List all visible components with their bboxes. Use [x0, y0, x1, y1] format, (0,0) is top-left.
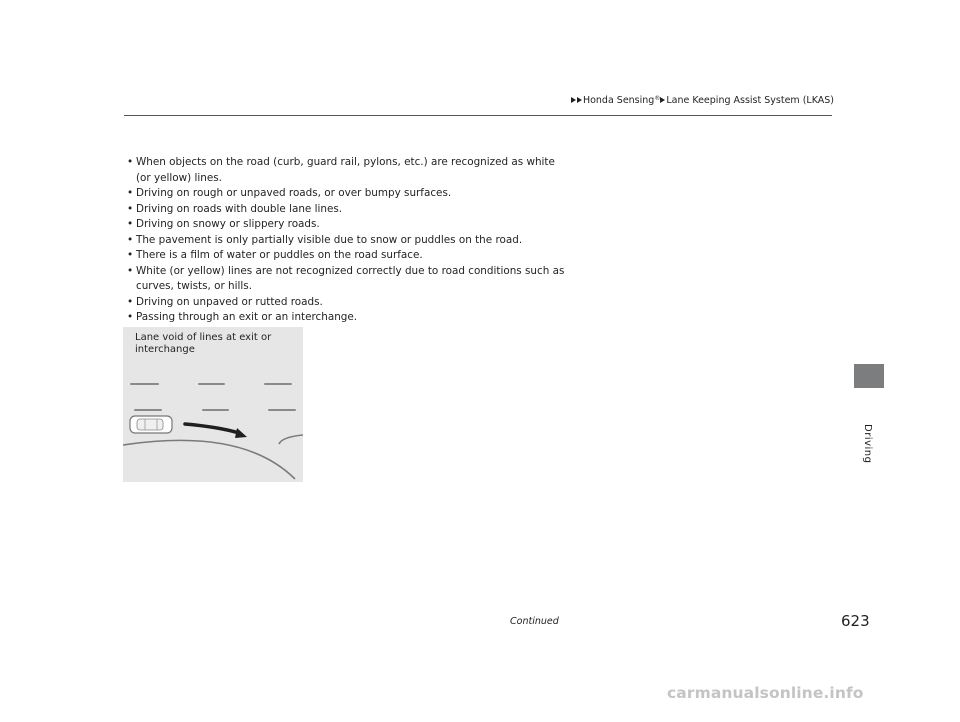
bullet-list [126, 155, 566, 326]
list-item: • The pavement is only partially visible due to snow or puddles on the road. [126, 233, 566, 249]
list-item: • Driving on rough or unpaved roads, or over bumpy surfaces. [126, 186, 566, 202]
breadcrumb [571, 95, 834, 106]
chapter-label: Driving [862, 424, 873, 464]
exit-ramp-edge [123, 440, 295, 479]
continued-label: Continued [510, 616, 559, 627]
list-item: • Driving on roads with double lane lines. [126, 202, 566, 218]
page-number: 623 [841, 612, 870, 630]
path-arrow [185, 424, 239, 433]
list-item: • There is a film of water or puddles on the road surface. [126, 248, 566, 264]
gore-edge [279, 435, 303, 444]
list-item: • When objects on the road (curb, guard rail, pylons, etc.) are recognized as white (or yellow) lines. [126, 155, 566, 186]
figure-caption: Lane void of lines at exit or interchange [135, 332, 272, 355]
lane-illustration [123, 327, 303, 482]
list-item: • Driving on unpaved or rutted roads. [126, 295, 566, 311]
chapter-tab [854, 364, 884, 388]
list-item: • Driving on snowy or slippery roads. [126, 217, 566, 233]
arrowhead-icon [235, 428, 247, 438]
watermark: carmanualsonline.info [667, 684, 864, 702]
list-item: • White (or yellow) lines are not recognized correctly due to road conditions such as curves, twists, or hills. [126, 264, 566, 295]
breadcrumb-section: Honda Sensing [582, 95, 655, 106]
registered-mark: ® [654, 95, 661, 102]
car-icon [130, 416, 172, 433]
arrow-icon [577, 97, 582, 103]
breadcrumb-subsection: Lane Keeping Assist System (LKAS) [666, 95, 834, 106]
arrow-icon [571, 97, 576, 103]
list-item: • Passing through an exit or an interchange. [126, 310, 566, 326]
arrow-icon [660, 97, 665, 103]
header-rule [124, 115, 832, 116]
